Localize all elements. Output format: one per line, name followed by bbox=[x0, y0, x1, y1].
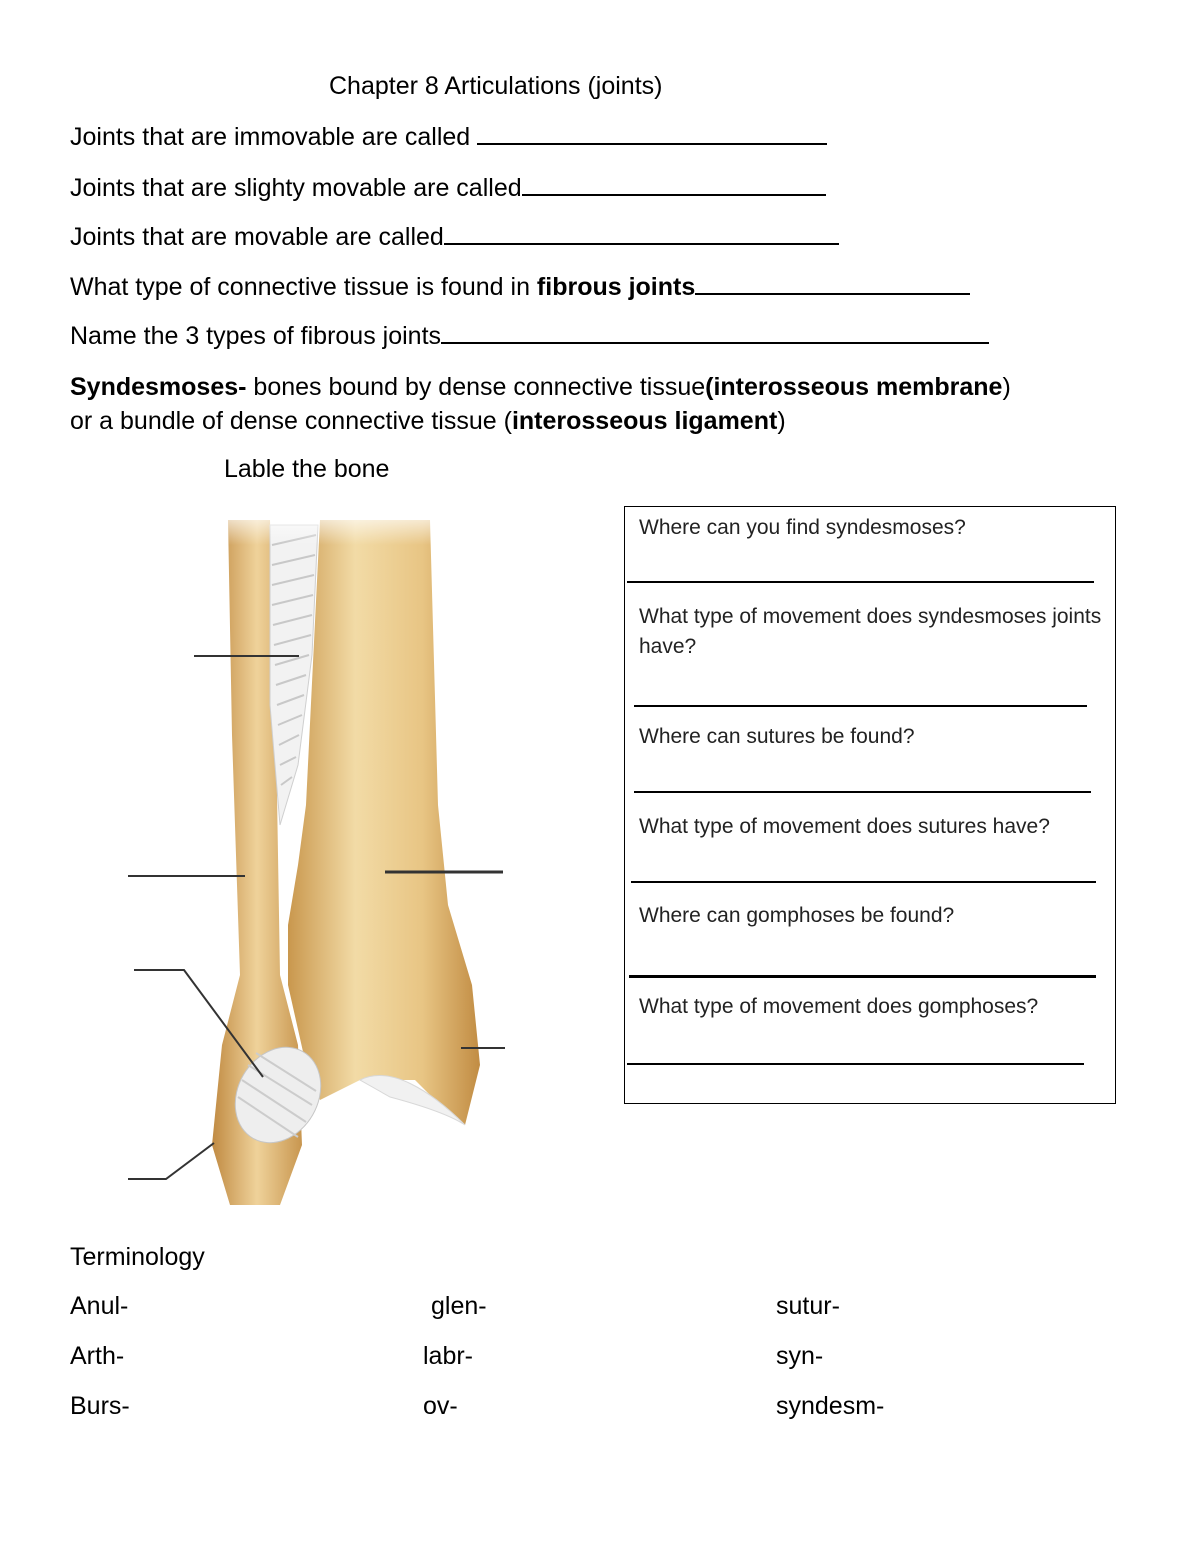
question-immovable bbox=[70, 121, 827, 152]
definition-text: or a bundle of dense connective tissue ( bbox=[70, 407, 512, 435]
interosseous-membrane: (interosseous membrane bbox=[705, 373, 1003, 401]
label-line bbox=[128, 1143, 214, 1179]
box-question-4: What type of movement does sutures have? bbox=[639, 815, 1050, 838]
term-item: Burs- bbox=[70, 1392, 130, 1420]
definition-text: ) bbox=[777, 407, 786, 435]
page-title: Chapter 8 Articulations (joints) bbox=[329, 72, 663, 100]
question-movable-text: Joints that are movable are called bbox=[70, 223, 444, 251]
term-item: syn- bbox=[776, 1342, 824, 1370]
label-heading: Lable the bone bbox=[224, 455, 390, 483]
term-item: glen- bbox=[431, 1292, 487, 1320]
answer-line[interactable] bbox=[627, 581, 1094, 583]
syndesmoses-definition bbox=[70, 370, 1150, 438]
box-question-2: What type of movement does syndesmoses joints have? bbox=[639, 605, 1102, 658]
box-question-3: Where can sutures be found? bbox=[639, 725, 915, 748]
question-slightly-movable bbox=[70, 172, 826, 203]
question-fibrous-types bbox=[70, 320, 989, 351]
definition-text: ) bbox=[1002, 373, 1011, 401]
answer-blank[interactable] bbox=[444, 221, 839, 245]
answer-line[interactable] bbox=[629, 975, 1096, 978]
tibia-fibula-illustration bbox=[120, 505, 520, 1215]
term-item: Anul- bbox=[70, 1292, 129, 1320]
answer-blank[interactable] bbox=[441, 320, 989, 344]
question-movable bbox=[70, 221, 839, 252]
answer-line[interactable] bbox=[634, 705, 1087, 707]
question-slightly-text: Joints that are slighty movable are called bbox=[70, 174, 522, 202]
answer-line[interactable] bbox=[627, 1063, 1084, 1065]
term-item: syndesm- bbox=[776, 1392, 885, 1420]
definition-text: bones bound by dense connective tissue bbox=[246, 373, 706, 401]
answer-blank[interactable] bbox=[522, 172, 826, 196]
question-tissue-text: What type of connective tissue is found in bbox=[70, 273, 537, 301]
box-question-5: Where can gomphoses be found? bbox=[639, 904, 955, 927]
terminology-heading: Terminology bbox=[70, 1243, 205, 1271]
term-item: sutur- bbox=[776, 1292, 840, 1320]
interosseous-ligament: interosseous ligament bbox=[511, 407, 778, 435]
term-item: labr- bbox=[423, 1342, 474, 1370]
question-connective-tissue bbox=[70, 271, 970, 302]
answer-line[interactable] bbox=[634, 791, 1091, 793]
answer-blank[interactable] bbox=[695, 271, 970, 295]
answer-blank[interactable] bbox=[477, 121, 827, 145]
term-item: ov- bbox=[423, 1392, 458, 1420]
fibrous-joints-bold: fibrous joints bbox=[536, 273, 696, 301]
question-box bbox=[624, 506, 1116, 1104]
term-item: Arth- bbox=[70, 1342, 125, 1370]
answer-line[interactable] bbox=[631, 881, 1096, 883]
box-question-1: Where can you find syndesmoses? bbox=[639, 516, 966, 539]
syndesmoses-term: Syndesmoses- bbox=[70, 373, 247, 401]
question-immovable-text: Joints that are immovable are called bbox=[70, 123, 478, 151]
tibia bbox=[288, 520, 480, 1125]
box-question-6: What type of movement does gomphoses? bbox=[639, 995, 1039, 1018]
question-fibrous-types-text: Name the 3 types of fibrous joints bbox=[70, 322, 442, 350]
